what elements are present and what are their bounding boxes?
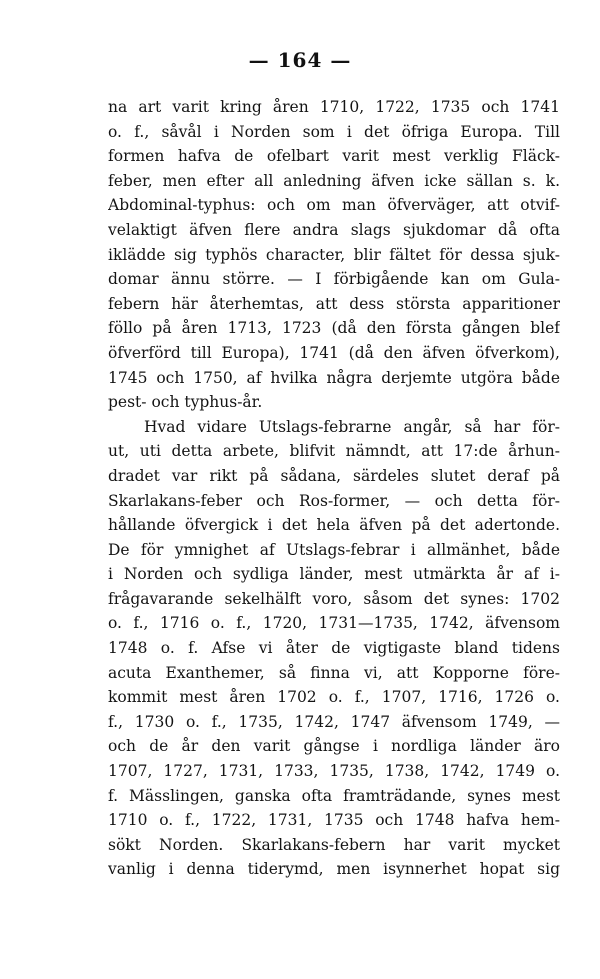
text-line: frågavarande sekelhälft voro, såsom det synes: 1702 xyxy=(108,589,560,608)
text-line: Skarlakans-feber och Ros-former, — och detta för- xyxy=(108,491,560,510)
text-line: i Norden och sydliga länder, mest utmärkta år af i- xyxy=(108,565,560,584)
text-line: 1707, 1727, 1731, 1733, 1735, 1738, 1742, 1749 o. xyxy=(108,762,560,781)
text-line: 1745 och 1750, af hvilka några derjemte utgöra både xyxy=(108,368,560,387)
text-line: föllo på åren 1713, 1723 (då den första gången blef xyxy=(108,319,560,338)
text-line: o. f., såvål i Norden som i det öfriga Europa. Till xyxy=(108,122,560,141)
text-line: sökt Norden. Skarlakans-febern har varit mycket xyxy=(108,835,560,854)
text-line: Hvad vidare Utslags-febrarne angår, så har för- xyxy=(144,417,560,436)
text-line: pest- och typhus-år. xyxy=(108,393,263,412)
text-line: acuta Exanthemer, så finna vi, att Kopporne före- xyxy=(108,663,560,682)
text-line: o. f., 1716 o. f., 1720, 1731—1735, 1742, äfvensom xyxy=(108,614,560,633)
text-line: 1748 o. f. Afse vi åter de vigtigaste bland tidens xyxy=(108,639,560,658)
text-line: Abdominal-typhus: och om man öfverväger, att otvif- xyxy=(108,196,560,215)
text-line: 1710 o. f., 1722, 1731, 1735 och 1748 hafva hem- xyxy=(108,811,560,830)
text-line: De för ymnighet af Utslags-febrar i allmänhet, både xyxy=(108,540,560,559)
text-line: ut, uti detta arbete, blifvit nämndt, att 17:de århun- xyxy=(108,442,560,461)
text-line: febern här återhemtas, att dess största apparitioner xyxy=(108,294,560,313)
text-line: velaktigt äfven flere andra slags sjukdomar då ofta xyxy=(108,220,560,239)
text-line: dradet var rikt på sådana, särdeles slutet deraf på xyxy=(108,466,560,485)
text-line: hållande öfvergick i det hela äfven på det adertonde. xyxy=(108,516,560,535)
text-line: och de år den varit gångse i nordliga länder äro xyxy=(108,737,560,756)
text-line: f. Mässlingen, ganska ofta framträdande, synes mest xyxy=(108,786,560,805)
text-line: iklädde sig typhös character, blir fältet för dessa sjuk- xyxy=(108,245,560,264)
page-number: — 164 — xyxy=(248,48,352,72)
text-line: kommit mest åren 1702 o. f., 1707, 1716, 1726 o. xyxy=(108,688,560,707)
text-line: feber, men efter all anledning äfven icke sällan s. k. xyxy=(108,171,560,190)
text-line: domar ännu större. — I förbigående kan om Gula- xyxy=(108,270,560,289)
text-line: öfverförd till Europa), 1741 (då den äfven öfverkom), xyxy=(108,343,560,362)
text-line: formen hafva de ofelbart varit mest verklig Fläck- xyxy=(108,147,560,166)
body-text xyxy=(108,95,560,882)
text-line: f., 1730 o. f., 1735, 1742, 1747 äfvensom 1749, — xyxy=(108,712,560,731)
text-line: na art varit kring åren 1710, 1722, 1735 och 1741 xyxy=(108,98,560,116)
text-line: vanlig i denna tiderymd, men isynnerhet hopat sig xyxy=(108,860,560,879)
